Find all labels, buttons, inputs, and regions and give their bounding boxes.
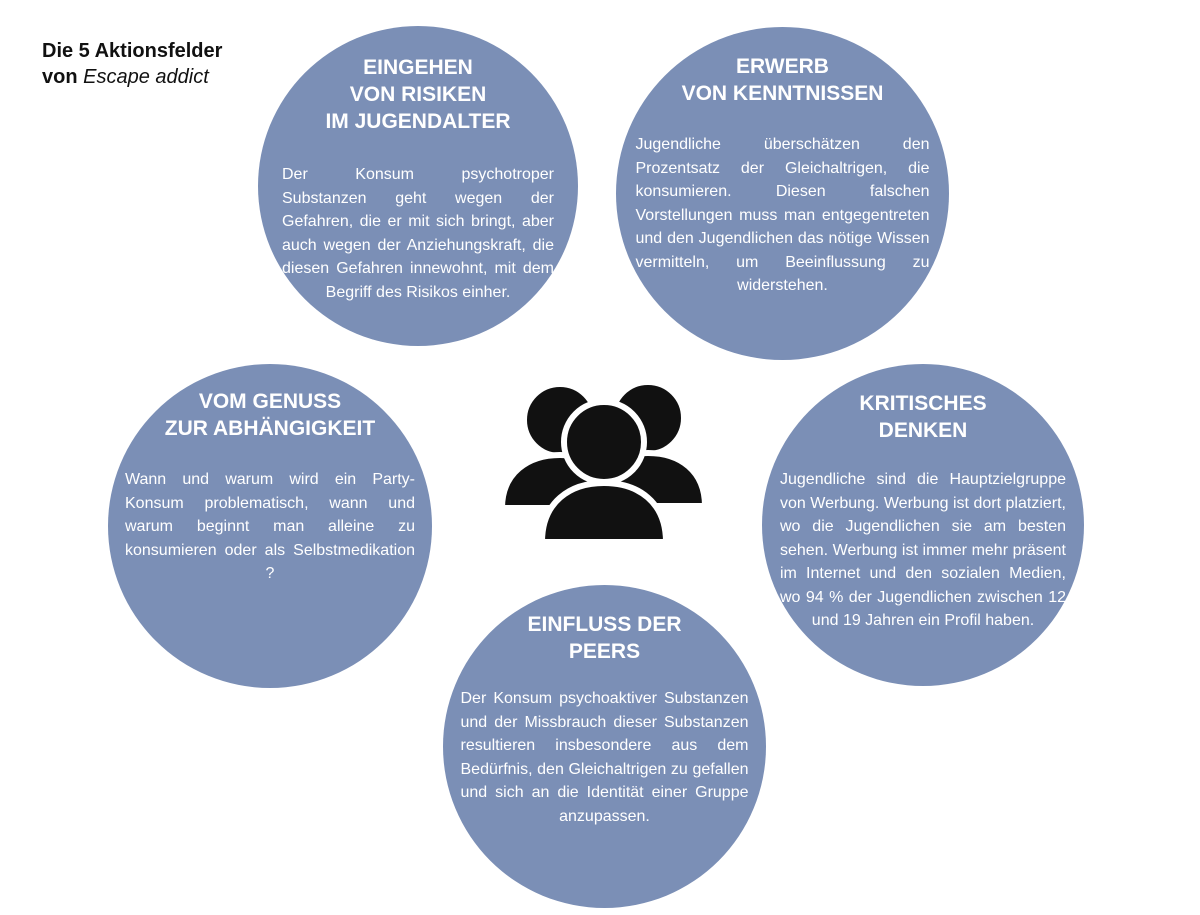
field-heading: EINFLUSS DER PEERS [527, 613, 682, 663]
field-text: Der Konsum psychoaktiver Substanzen und der Missbrauch dieser Substanzen resultieren insbesondere aus dem Bedürfnis, den Gleichaltrigen zu gefallen und sich an die Identität einer Gruppe anzupassen. [460, 690, 749, 825]
field-text: Jugendliche sind die Hauptzielgruppe von Werbung. Werbung ist dort platziert, wo die Jugendlichen sie am besten sehen. Werbung ist immer mehr präsent im Internet und den sozialen Medien, wo 94 % der Jugendlichen zwischen 12 und 19 Jahren ein Profil haben. [780, 471, 1066, 629]
field-circle-critical-thinking [762, 364, 1084, 686]
title-line-1: Die 5 Aktionsfelder [42, 40, 223, 62]
field-heading: KRITISCHES DENKEN [859, 392, 987, 442]
field-heading: EINGEHEN VON RISIKEN IM JUGENDALTER [325, 56, 511, 133]
field-heading: VOM GENUSS ZUR ABHÄNGIGKEIT [164, 390, 376, 440]
field-heading: ERWERB VON KENNTNISSEN [681, 55, 884, 105]
field-circle-risks [258, 26, 578, 346]
title-brand: Escape addict [83, 66, 209, 88]
page-title [42, 38, 222, 90]
field-circle-dependency [108, 364, 432, 688]
field-circle-peers [443, 585, 766, 908]
field-text: Jugendliche überschätzen den Prozentsatz der Gleichaltrigen, die konsumieren. Diesen falschen Vorstellungen muss man entgegentreten und den Jugendlichen das nötige Wissen vermitteln, um Beeinflussung zu widerstehen. [635, 136, 930, 294]
title-line-2 [42, 64, 222, 90]
field-text: Wann und warum wird ein Party-Konsum problematisch, wann und warum beginnt man alleine zu konsumieren oder als Selbstmedikation ? [125, 471, 415, 582]
field-circle-knowledge [616, 27, 949, 360]
people-group-icon [500, 375, 707, 545]
title-prefix: von [42, 66, 84, 88]
field-text: Der Konsum psychotroper Substanzen geht wegen der Gefahren, die er mit sich bringt, aber auch wegen der Anziehungskraft, die diesen Gefahren innewohnt, mit dem Begriff des Risikos einher. [282, 166, 554, 301]
